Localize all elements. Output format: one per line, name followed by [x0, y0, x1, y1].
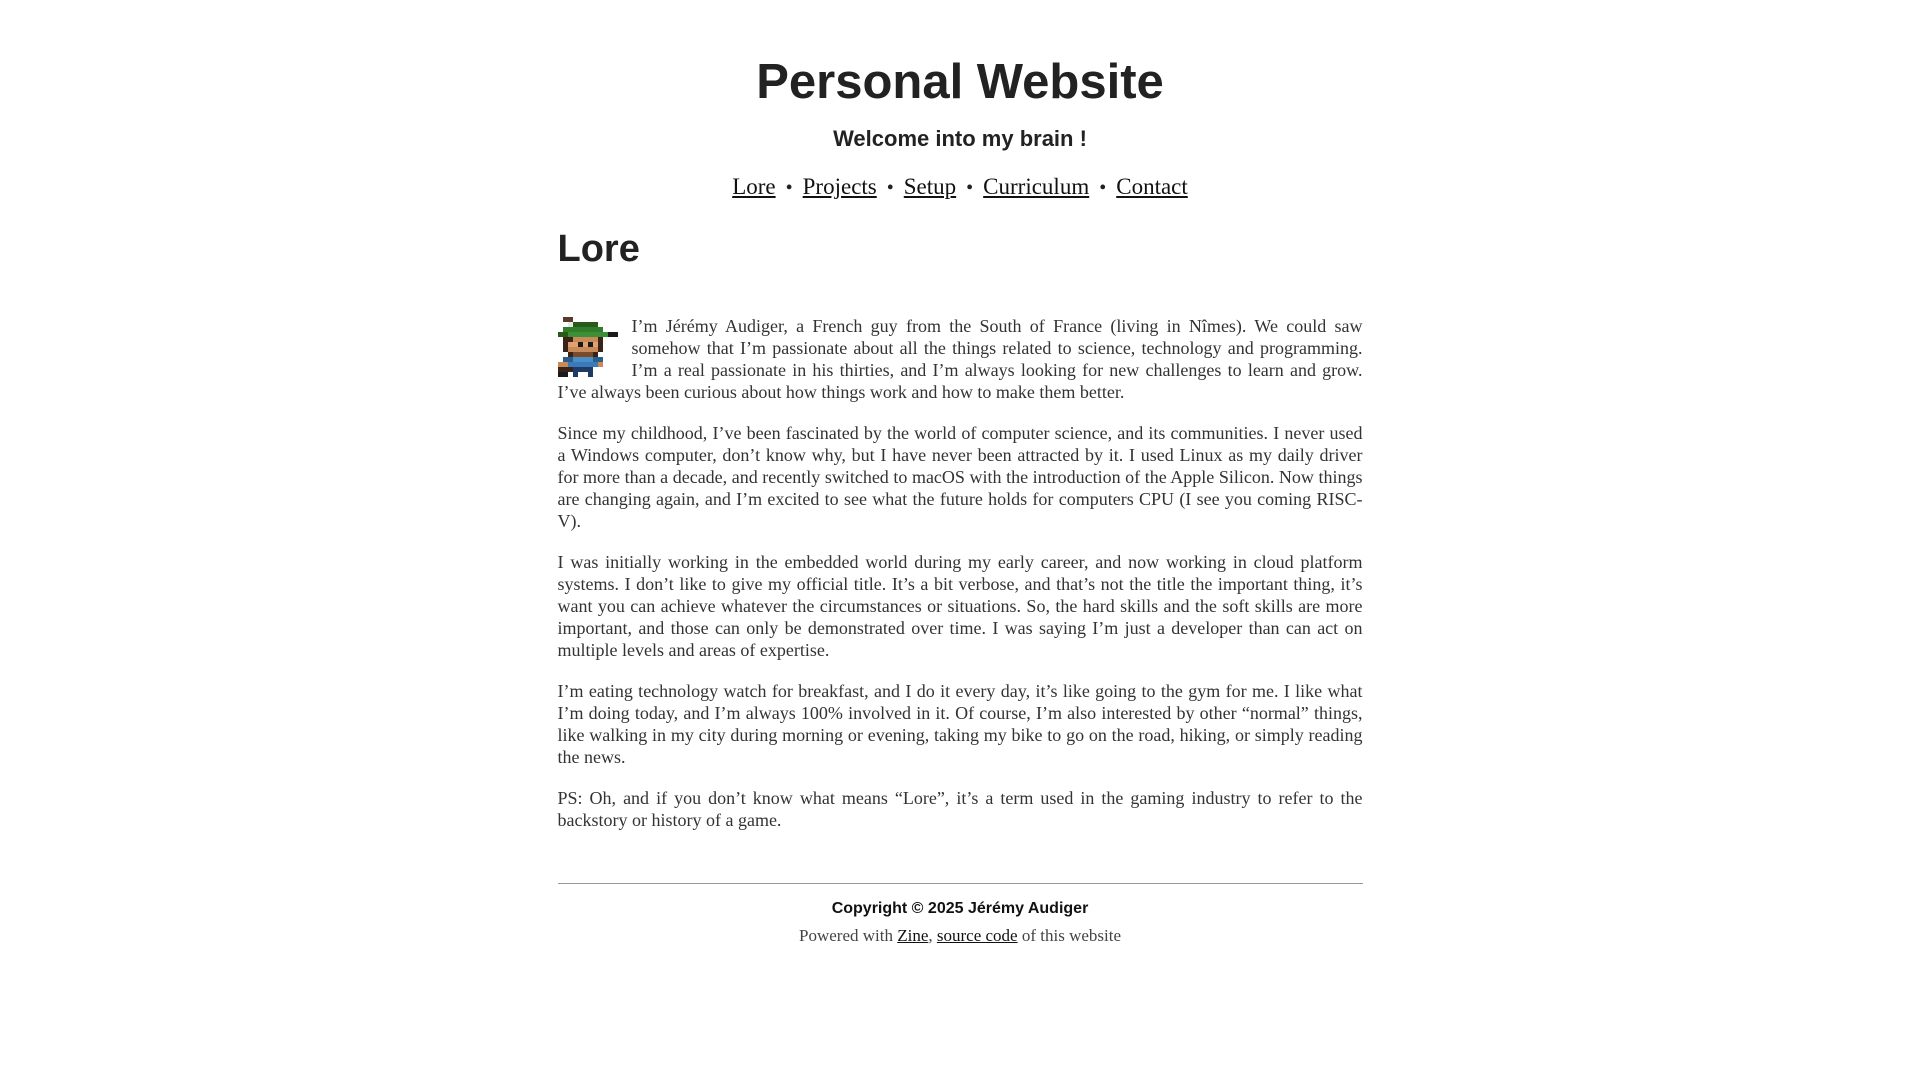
- source-code-link[interactable]: source code: [936, 925, 1018, 945]
- lore-paragraph: I’m Jérémy Audiger, a French guy from the South of France (living in Nîmes). We could saw somehow that I’m passionate about all the things related to science, technology and programming. I’m a real passionate in his thirties, and I’m always looking for new challenges to learn and grow. I’ve always been curious about how things work and how to make them better.: [557, 315, 1363, 402]
- nav-separator: •: [886, 176, 894, 199]
- lore-paragraph: I’m eating technology watch for breakfast, and I do it every day, it’s like going to the gym for me. I like what I’m doing today, and I’m always 100% involved in it. Of course, I’m also interested by other “normal” things, like walking in my city during morning or evening, taking my bike to go on the road, hiking, or simply reading the news.: [557, 680, 1363, 767]
- nav-separator: •: [785, 176, 793, 199]
- pixel-art-avatar-icon: [558, 317, 618, 377]
- site-footer: [558, 883, 1363, 946]
- nav-link-curriculum[interactable]: Curriculum: [983, 173, 1090, 199]
- powered-suffix: of this website: [1021, 925, 1121, 945]
- site-tagline: Welcome into my brain !: [833, 125, 1087, 151]
- nav-separator: •: [1099, 176, 1107, 199]
- nav-separator: •: [966, 176, 974, 199]
- lore-content: [558, 315, 1363, 831]
- nav-link-setup[interactable]: Setup: [903, 173, 957, 199]
- nav-link-projects[interactable]: Projects: [802, 173, 877, 199]
- nav-link-lore[interactable]: Lore: [732, 173, 776, 199]
- site-title: Personal Website: [756, 55, 1164, 109]
- page-container: [558, 0, 1363, 946]
- site-header: [558, 56, 1363, 200]
- main-content: [558, 228, 1363, 831]
- main-nav: [558, 174, 1363, 200]
- copyright-text: Copyright © 2025 Jérémy Audiger: [831, 899, 1089, 917]
- lore-paragraph: Since my childhood, I’ve been fascinated by the world of computer science, and its communities. I never used a Windows computer, don’t know why, but I have never been attracted by it. I used Linux as my daily driver for more than a decade, and recently switched to macOS with the introduction of the Apple Silicon. Now things are changing again, and I’m excited to see what the future holds for computers CPU (I see you coming RISC-V).: [557, 422, 1363, 531]
- zine-link[interactable]: Zine: [897, 925, 929, 945]
- powered-comma: ,: [928, 925, 933, 945]
- powered-prefix: Powered with: [799, 925, 893, 945]
- lore-paragraph: I was initially working in the embedded world during my early career, and now working in cloud platform systems. I don’t like to give my official title. It’s a bit verbose, and that’s not the title the important thing, it’s want you can achieve whatever the circumstances or situations. So, the hard skills and the soft skills are more important, and those can only be demonstrated over time. I was saying I’m just a developer than can act on multiple levels and areas of expertise.: [557, 551, 1363, 660]
- lore-paragraph: PS: Oh, and if you don’t know what means “Lore”, it’s a term used in the gaming industry to refer to the backstory or history of a game.: [557, 787, 1363, 830]
- powered-by-line: [558, 926, 1363, 946]
- section-title: Lore: [557, 227, 640, 270]
- nav-link-contact[interactable]: Contact: [1116, 173, 1188, 199]
